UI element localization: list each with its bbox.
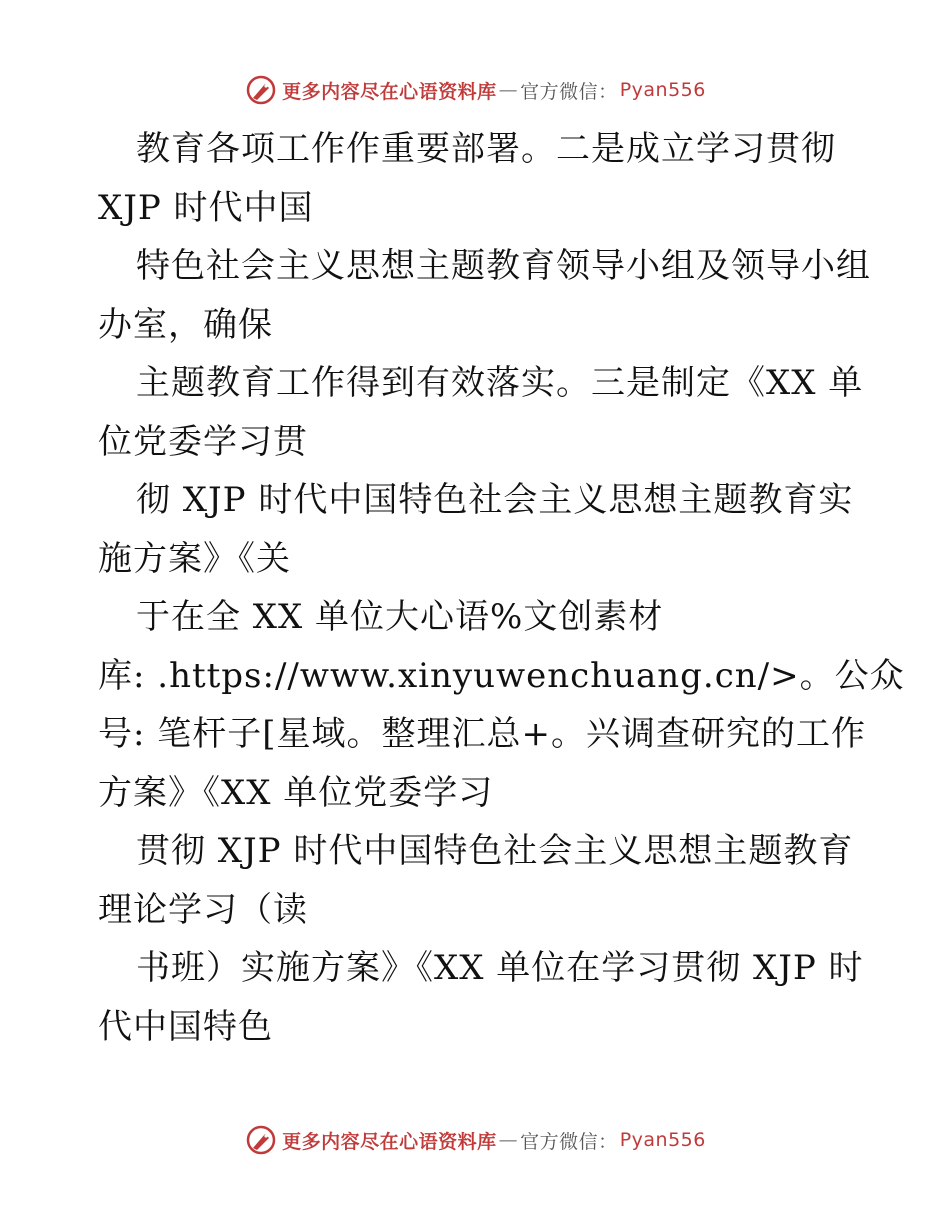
body-line: 彻 XJP 时代中国特色社会主义思想主题教育实: [136, 480, 854, 520]
watermark-handle: Pyan556: [619, 1129, 706, 1151]
footer-watermark: [0, 1120, 950, 1160]
pen-nib-logo-icon: [244, 73, 278, 107]
body-line: 方案》《XX 单位党委学习: [98, 772, 494, 813]
watermark-separator: —: [498, 1129, 519, 1151]
body-line: 教育各项工作作重要部署。二是成立学习贯彻: [136, 129, 836, 169]
document-body: [98, 120, 905, 1056]
header-watermark: [0, 70, 950, 110]
watermark-label: 官方微信：: [520, 80, 618, 103]
body-line: 代中国特色: [98, 1006, 273, 1047]
watermark-brand: 更多内容尽在心语资料库: [282, 80, 497, 103]
watermark-separator: —: [498, 79, 519, 101]
body-line: 特色社会主义思想主题教育领导小组及领导小组: [136, 246, 871, 286]
watermark-label: 官方微信：: [520, 1130, 618, 1153]
body-line: 办室，确保: [98, 304, 273, 345]
body-line: 理论学习（读: [98, 889, 308, 930]
watermark-brand: 更多内容尽在心语资料库: [282, 1130, 497, 1153]
pen-nib-logo-icon: [244, 1123, 278, 1157]
watermark-handle: Pyan556: [619, 79, 706, 101]
body-line: 位党委学习贯: [98, 421, 308, 462]
body-line: 书班）实施方案》《XX 单位在学习贯彻 XJP 时: [136, 948, 864, 988]
body-line: 号: 笔杆子[星域。整理汇总+。兴调查研究的工作: [98, 714, 867, 754]
body-line: XJP 时代中国: [98, 187, 314, 228]
body-line: 库: .https://www.xinyuwenchuang.cn/>。公众: [98, 655, 905, 696]
body-line: 贯彻 XJP 时代中国特色社会主义思想主题教育: [136, 831, 854, 871]
body-line: 于在全 XX 单位大心语%文创素材: [136, 597, 664, 637]
body-line: 施方案》《关: [98, 538, 291, 579]
body-line: 主题教育工作得到有效落实。三是制定《XX 单: [136, 363, 864, 403]
